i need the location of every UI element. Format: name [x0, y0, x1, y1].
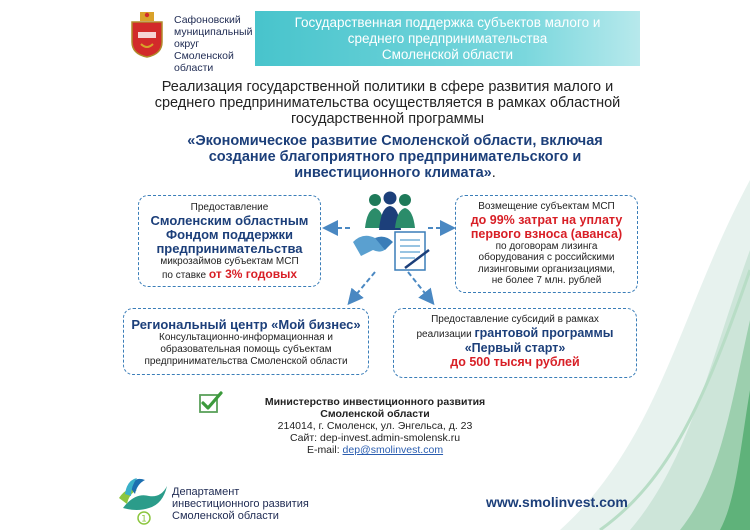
box-text: оборудования с российскими: [478, 252, 615, 263]
program-line: «Экономическое развитие Смоленской области, включая: [187, 133, 603, 149]
business-center-box: [123, 308, 369, 375]
ministry-name: Смоленской области: [320, 408, 430, 420]
program-title: [170, 133, 620, 181]
municipality-line: Сафоновский: [174, 14, 241, 26]
grant-amount: до 500 тысяч рублей: [450, 355, 580, 369]
fund-name-line: предпринимательства: [156, 241, 303, 256]
leasing-highlight: первого взноса (аванса): [470, 226, 623, 241]
center-title: Региональный центр «Мой бизнес»: [131, 317, 361, 332]
email-link[interactable]: dep@smolinvest.com: [342, 444, 444, 456]
box-text: Предоставление субсидий в рамках: [431, 314, 599, 325]
program-period: .: [491, 165, 496, 181]
svg-text:1: 1: [141, 514, 147, 525]
banner-line: среднего предпринимательства: [347, 30, 548, 46]
program-line: инвестиционного климата»: [294, 165, 492, 181]
municipality-name: [174, 14, 254, 74]
business-people-icon: [345, 190, 435, 275]
microloans-box: [138, 195, 321, 287]
website-line: Сайт: dep-invest.admin-smolensk.ru: [289, 432, 461, 444]
box-text: Консультационно-информационная и: [159, 332, 333, 343]
banner-line: Государственная поддержка субъектов малого и: [294, 14, 601, 30]
grant-box: [393, 308, 637, 378]
contacts-block: [230, 396, 520, 456]
dept-line: Смоленской области: [172, 510, 279, 522]
ministry-name: Министерство инвестиционного развития: [264, 396, 486, 408]
program-line: создание благоприятного предпринимательского и: [208, 149, 582, 165]
box-text: образовательная помощь субъектам: [160, 344, 332, 355]
grant-program-title: «Первый старт»: [464, 341, 566, 355]
fund-name-line: Смоленским областным: [150, 213, 309, 228]
department-logo-icon: [115, 468, 170, 526]
grant-program-name: грантовой программы: [474, 326, 614, 340]
box-text: Возмещение субъектам МСП: [478, 201, 615, 212]
box-text: предпринимательства Смоленской области: [144, 356, 348, 367]
box-text: по ставке: [161, 270, 207, 281]
email-label: E-mail:: [306, 444, 340, 456]
title-banner: [255, 11, 640, 66]
municipality-line: округ: [174, 38, 200, 50]
fund-name-line: Фондом поддержки: [166, 227, 293, 242]
banner-line: Смоленской области: [381, 46, 514, 62]
box-text: не более 7 млн. рублей: [491, 275, 602, 286]
website-link[interactable]: www.smolinvest.com: [486, 494, 628, 510]
checkbox-check-icon: [199, 391, 223, 413]
intro-line: среднего предпринимательства осуществляется в рамках областной: [154, 95, 621, 111]
municipality-line: Смоленской: [174, 50, 234, 62]
intro-line: государственной программы: [290, 111, 485, 127]
coat-of-arms-icon: [128, 10, 166, 58]
box-text: Предоставление: [190, 202, 269, 213]
leasing-box: [455, 195, 638, 293]
box-text: микрозаймов субъектам МСП: [160, 256, 299, 267]
box-text: по договорам лизинга: [495, 240, 598, 252]
intro-line: Реализация государственной политики в сфере развития малого и: [161, 79, 614, 95]
box-text: реализации: [416, 329, 472, 340]
municipality-line: области: [174, 62, 214, 74]
dept-line: инвестиционного развития: [172, 498, 309, 510]
department-name: [172, 486, 312, 522]
intro-text: [150, 79, 625, 127]
rate-highlight: от 3% годовых: [208, 267, 298, 281]
box-text: лизинговыми организациями,: [477, 263, 616, 275]
municipality-line: муниципальный: [174, 26, 253, 38]
dept-line: Департамент: [172, 486, 240, 498]
address: 214014, г. Смоленск, ул. Энгельса, д. 23: [277, 420, 473, 432]
leasing-highlight: до 99% затрат на уплату: [470, 212, 623, 227]
